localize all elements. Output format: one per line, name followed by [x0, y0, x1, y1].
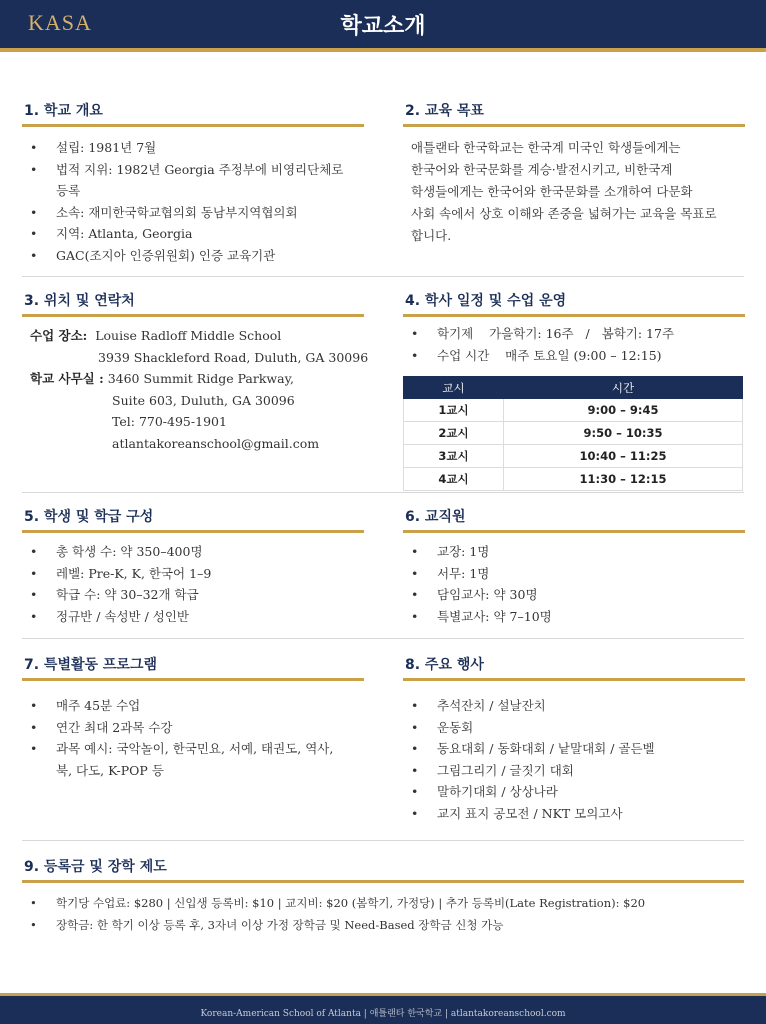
section-title: 9. 등록금 및 장학 제도 [24, 859, 167, 875]
section-title: 5. 학생 및 학급 구성 [24, 509, 154, 525]
section-overview [22, 100, 364, 266]
table-row [404, 422, 743, 445]
list-item: • 담임교사: 약 30명 [403, 584, 745, 606]
section-tuition [22, 856, 744, 936]
tuition-list [22, 893, 744, 936]
paragraph-line: 한국어와 한국문화를 계승·발전시키고, 비한국계 [411, 162, 673, 177]
table-row [404, 468, 743, 491]
table-row [404, 399, 743, 422]
row-divider [22, 638, 744, 639]
paragraph-line: 학생들에게는 한국어와 한국문화를 소개하여 다문화 [411, 184, 693, 199]
section-title: 8. 주요 행사 [405, 657, 484, 673]
row-divider [22, 276, 744, 277]
office-line-2: Suite 603, Duluth, GA 30096 [112, 392, 295, 408]
list-item: • 총 학생 수: 약 350–400명 [22, 541, 364, 563]
list-item: • GAC(조지아 인증위원회) 인증 교육기관 [22, 245, 364, 267]
list-item: • 학기당 수업료: $280 | 신입생 등록비: $10 | 교지비: $20 (봄학기, 가정당) | 추가 등록비(Late Registration): $20 [22, 893, 744, 915]
section-title: 1. 학교 개요 [24, 103, 103, 119]
events-list [403, 695, 745, 824]
staff-list [403, 541, 745, 627]
list-item-continuation: 등록 [56, 183, 81, 198]
activities-list [22, 695, 364, 781]
row-divider [22, 840, 744, 841]
schedule-list [403, 323, 745, 366]
section-location-contact [22, 290, 369, 454]
list-item: • 연간 최대 2과목 수강 [22, 717, 364, 739]
page-title: 학교소개 [340, 14, 426, 39]
list-item: • 교장: 1명 [403, 541, 745, 563]
office-label: 학교 사무실 : [30, 371, 104, 386]
logo: KASA [28, 10, 92, 35]
period-cell: 4교시 [404, 468, 504, 491]
students-list [22, 541, 364, 627]
list-item: • 지역: Atlanta, Georgia [22, 223, 364, 245]
section-rule [403, 678, 745, 681]
section-students [22, 506, 364, 627]
row-divider [22, 492, 744, 493]
place-line-1: Louise Radloff Middle School [95, 328, 282, 343]
section-title: 6. 교직원 [405, 509, 466, 525]
paragraph-line: 애틀랜타 한국학교는 한국계 미국인 학생들에게는 [411, 140, 681, 155]
header-accent-line [0, 48, 766, 52]
list-item: • 정규반 / 속성반 / 성인반 [22, 606, 364, 628]
list-item: • 설립: 1981년 7월 [22, 137, 364, 159]
table-header: 교시 [404, 377, 504, 399]
list-item: • 학급 수: 약 30–32개 학급 [22, 584, 364, 606]
list-item: • 레벨: Pre-K, K, 한국어 1–9 [22, 563, 364, 585]
time-cell: 11:30 – 12:15 [504, 468, 743, 491]
period-cell: 3교시 [404, 445, 504, 468]
section-staff [403, 506, 745, 627]
section-rule [403, 530, 745, 533]
section-education-goal [403, 100, 745, 247]
table-header: 시간 [504, 377, 743, 399]
list-item: • 교지 표지 공모전 / NKT 모의고사 [403, 803, 745, 825]
list-item: • 서무: 1명 [403, 563, 745, 585]
email: atlantakoreanschool@gmail.com [112, 435, 320, 451]
list-item: • 학기제 가을학기: 16주 / 봄학기: 17주 [403, 323, 745, 345]
list-item: • 말하기대회 / 상상나라 [403, 781, 745, 803]
section-rule [22, 530, 364, 533]
section-rule [22, 124, 364, 127]
section-events [403, 654, 745, 824]
place-label: 수업 장소: [30, 328, 88, 343]
paragraph-line: 합니다. [411, 228, 452, 243]
list-item: • 소속: 재미한국학교협의회 동남부지역협의회 [22, 202, 364, 224]
list-item: • 특별교사: 약 7–10명 [403, 606, 745, 628]
list-item: • 추석잔치 / 설날잔치 [403, 695, 745, 717]
contact-block [22, 325, 369, 454]
office-line-1: 3460 Summit Ridge Parkway, [107, 371, 294, 386]
place-line-2: 3939 Shackleford Road, Duluth, GA 30096 [98, 349, 369, 365]
section-rule [22, 880, 744, 883]
section-rule [403, 314, 745, 317]
section-schedule [403, 290, 745, 491]
time-cell: 9:00 – 9:45 [504, 399, 743, 422]
goal-paragraph [403, 137, 745, 247]
section-rule [22, 314, 364, 317]
tel: Tel: 770-495-1901 [112, 414, 227, 429]
section-title: 4. 학사 일정 및 수업 운영 [405, 293, 567, 309]
list-item: • 장학금: 한 학기 이상 등록 후, 3자녀 이상 가정 장학금 및 Need-Based 장학금 신청 가능 [22, 915, 744, 937]
schedule-table [403, 376, 743, 491]
paragraph-line: 사회 속에서 상호 이해와 존중을 넓혀가는 교육을 목표로 [411, 206, 717, 221]
section-rule [22, 678, 364, 681]
list-item: • 과목 예시: 국악놀이, 한국민요, 서예, 태권도, 역사, [22, 738, 364, 760]
list-item: • 법적 지위: 1982년 Georgia 주정부에 비영리단체로 [22, 159, 364, 181]
section-title: 2. 교육 목표 [405, 103, 484, 119]
overview-list [22, 137, 364, 266]
list-item: • 운동회 [403, 717, 745, 739]
time-cell: 9:50 – 10:35 [504, 422, 743, 445]
list-item: • 수업 시간 매주 토요일 (9:00 – 12:15) [403, 345, 745, 367]
list-item: • 그림그리기 / 글짓기 대회 [403, 760, 745, 782]
period-cell: 1교시 [404, 399, 504, 422]
period-cell: 2교시 [404, 422, 504, 445]
section-title: 3. 위치 및 연락처 [24, 293, 135, 309]
footer-text: Korean-American School of Atlanta | 애틀랜타 한국학교 | atlantakoreanschool.com [200, 1009, 566, 1019]
section-activities [22, 654, 364, 781]
section-rule [403, 124, 745, 127]
table-row [404, 445, 743, 468]
list-item-continuation: 북, 다도, K-POP 등 [56, 762, 164, 778]
section-title: 7. 특별활동 프로그램 [24, 657, 157, 673]
list-item: • 동요대회 / 동화대회 / 낱말대회 / 골든벨 [403, 738, 745, 760]
time-cell: 10:40 – 11:25 [504, 445, 743, 468]
list-item: • 매주 45분 수업 [22, 695, 364, 717]
